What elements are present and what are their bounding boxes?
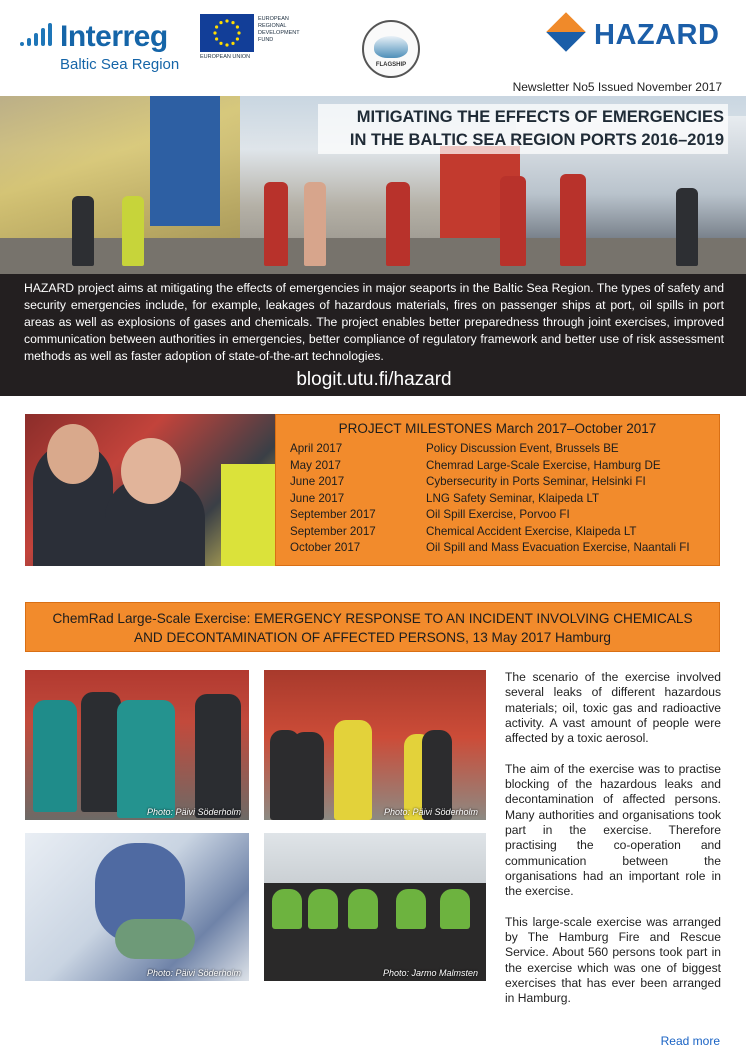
hero-title-line1: MITIGATING THE EFFECTS OF EMERGENCIES xyxy=(356,108,724,126)
blog-link[interactable]: blogit.utu.fi/hazard xyxy=(296,369,452,390)
milestones-title: PROJECT MILESTONES March 2017–October 2017 xyxy=(338,421,657,436)
interreg-wordmark: Interreg xyxy=(60,20,168,53)
photo-credit: Photo: Jarmo Malmsten xyxy=(382,968,478,978)
milestone-date: June 2017 xyxy=(290,491,345,505)
interreg-region: Baltic Sea Region xyxy=(60,56,180,73)
hazard-logo xyxy=(548,16,738,56)
chemrad-banner-line2: AND DECONTAMINATION OF AFFECTED PERSONS, 13 May 2017 Hamburg xyxy=(134,630,611,645)
milestone-date: October 2017 xyxy=(290,541,361,554)
photo-yellow-suit xyxy=(264,670,486,820)
interreg-signal-icon xyxy=(20,22,60,46)
milestone-event: Cybersecurity in Ports Seminar, Helsinki FI xyxy=(426,475,646,488)
eu-label: EUROPEAN UNION xyxy=(200,54,251,60)
flagship-wave-icon xyxy=(374,36,408,58)
article-paragraph: This large-scale exercise was arranged by The Hamburg Fire and Rescue Service. About 560 persons took part in the exercise which was one of biggest exercises that has ever been arranged in Hamburg. xyxy=(505,914,721,1006)
milestone-row xyxy=(290,507,705,524)
hero-title-line2: IN THE BALTIC SEA REGION PORTS 2016–2019 xyxy=(349,131,724,149)
hero-photo xyxy=(0,96,746,274)
interreg-logo xyxy=(20,14,195,76)
milestone-event: Policy Discussion Event, Brussels BE xyxy=(426,442,619,455)
milestone-date: April 2017 xyxy=(290,442,343,455)
milestone-date: September 2017 xyxy=(290,508,376,521)
milestone-date: September 2017 xyxy=(290,524,376,538)
intro-section xyxy=(0,274,746,396)
article-paragraph: The aim of the exercise was to practise blocking of the hazardous leaks and decontamination of affected persons. Many authorities and organisations took part in the exercise. Therefore practising the co-operation and communication between the organisations had an important role in the exercise. xyxy=(505,761,721,899)
hazard-wordmark: HAZARD xyxy=(594,19,720,51)
hazard-diamond-icon xyxy=(546,12,586,52)
flagship-label: FLAGSHIP xyxy=(375,62,407,68)
milestone-row xyxy=(290,441,705,458)
eu-fund-label: EUROPEAN REGIONAL DEVELOPMENT FUND xyxy=(258,16,300,43)
photo-credit: Photo: Päivi Söderholm xyxy=(146,968,241,978)
intro-text: HAZARD project aims at mitigating the effects of emergencies in major seaports in the Baltic Sea Region. The types of safety and security emergencies include, for example, leakages of hazardous materials, fires on passenger ships at port, oil spills in port areas as well as explosions of gases and chemicals. The project enables better preparedness through joint exercises, improved communication between authorities in emergencies, better compliance of regulatory framework and better use of risk assessment methods as well as faster adoption of state-of-the-art technologies. xyxy=(24,281,724,363)
article-paragraph: The scenario of the exercise involved several leaks of different hazardous materials; oil, toxic gas and radioactive activity. A vast amount of people were affected by a toxic aerosol. xyxy=(505,670,721,746)
photo-credit: Photo: Päivi Söderholm xyxy=(146,807,241,817)
issue-line: Newsletter No5 Issued November 2017 xyxy=(512,80,722,94)
milestone-event: Chemical Accident Exercise, Klaipeda LT xyxy=(426,524,637,538)
milestone-event: LNG Safety Seminar, Klaipeda LT xyxy=(426,491,600,505)
read-more-link[interactable]: Read more xyxy=(660,1034,720,1048)
photo-credit: Photo: Päivi Söderholm xyxy=(383,807,478,817)
milestones-box xyxy=(275,414,720,566)
flagship-badge xyxy=(362,20,420,78)
milestone-event: Oil Spill and Mass Evacuation Exercise, Naantali FI xyxy=(426,541,690,554)
milestone-event: Chemrad Large-Scale Exercise, Hamburg DE xyxy=(426,458,661,472)
photo-decon-suits xyxy=(25,670,249,820)
photo-evacuated-group xyxy=(264,833,486,981)
chemrad-article xyxy=(505,670,721,1022)
chemrad-banner-line1: ChemRad Large-Scale Exercise: EMERGENCY RESPONSE TO AN INCIDENT INVOLVING CHEMICALS xyxy=(52,611,693,626)
milestone-row xyxy=(290,458,705,475)
eu-logo xyxy=(200,14,310,64)
milestone-row xyxy=(290,491,705,508)
hero-title xyxy=(318,104,728,154)
milestone-date: June 2017 xyxy=(290,475,345,488)
photo-decon-tent xyxy=(25,833,249,981)
chemrad-banner xyxy=(25,602,720,652)
milestone-date: May 2017 xyxy=(290,458,341,472)
milestone-event: Oil Spill Exercise, Porvoo FI xyxy=(426,508,570,521)
milestone-row xyxy=(290,524,705,541)
eu-flag-icon xyxy=(200,14,254,52)
milestone-row xyxy=(290,474,705,491)
milestone-row xyxy=(290,540,705,557)
milestones-photo xyxy=(25,414,275,566)
